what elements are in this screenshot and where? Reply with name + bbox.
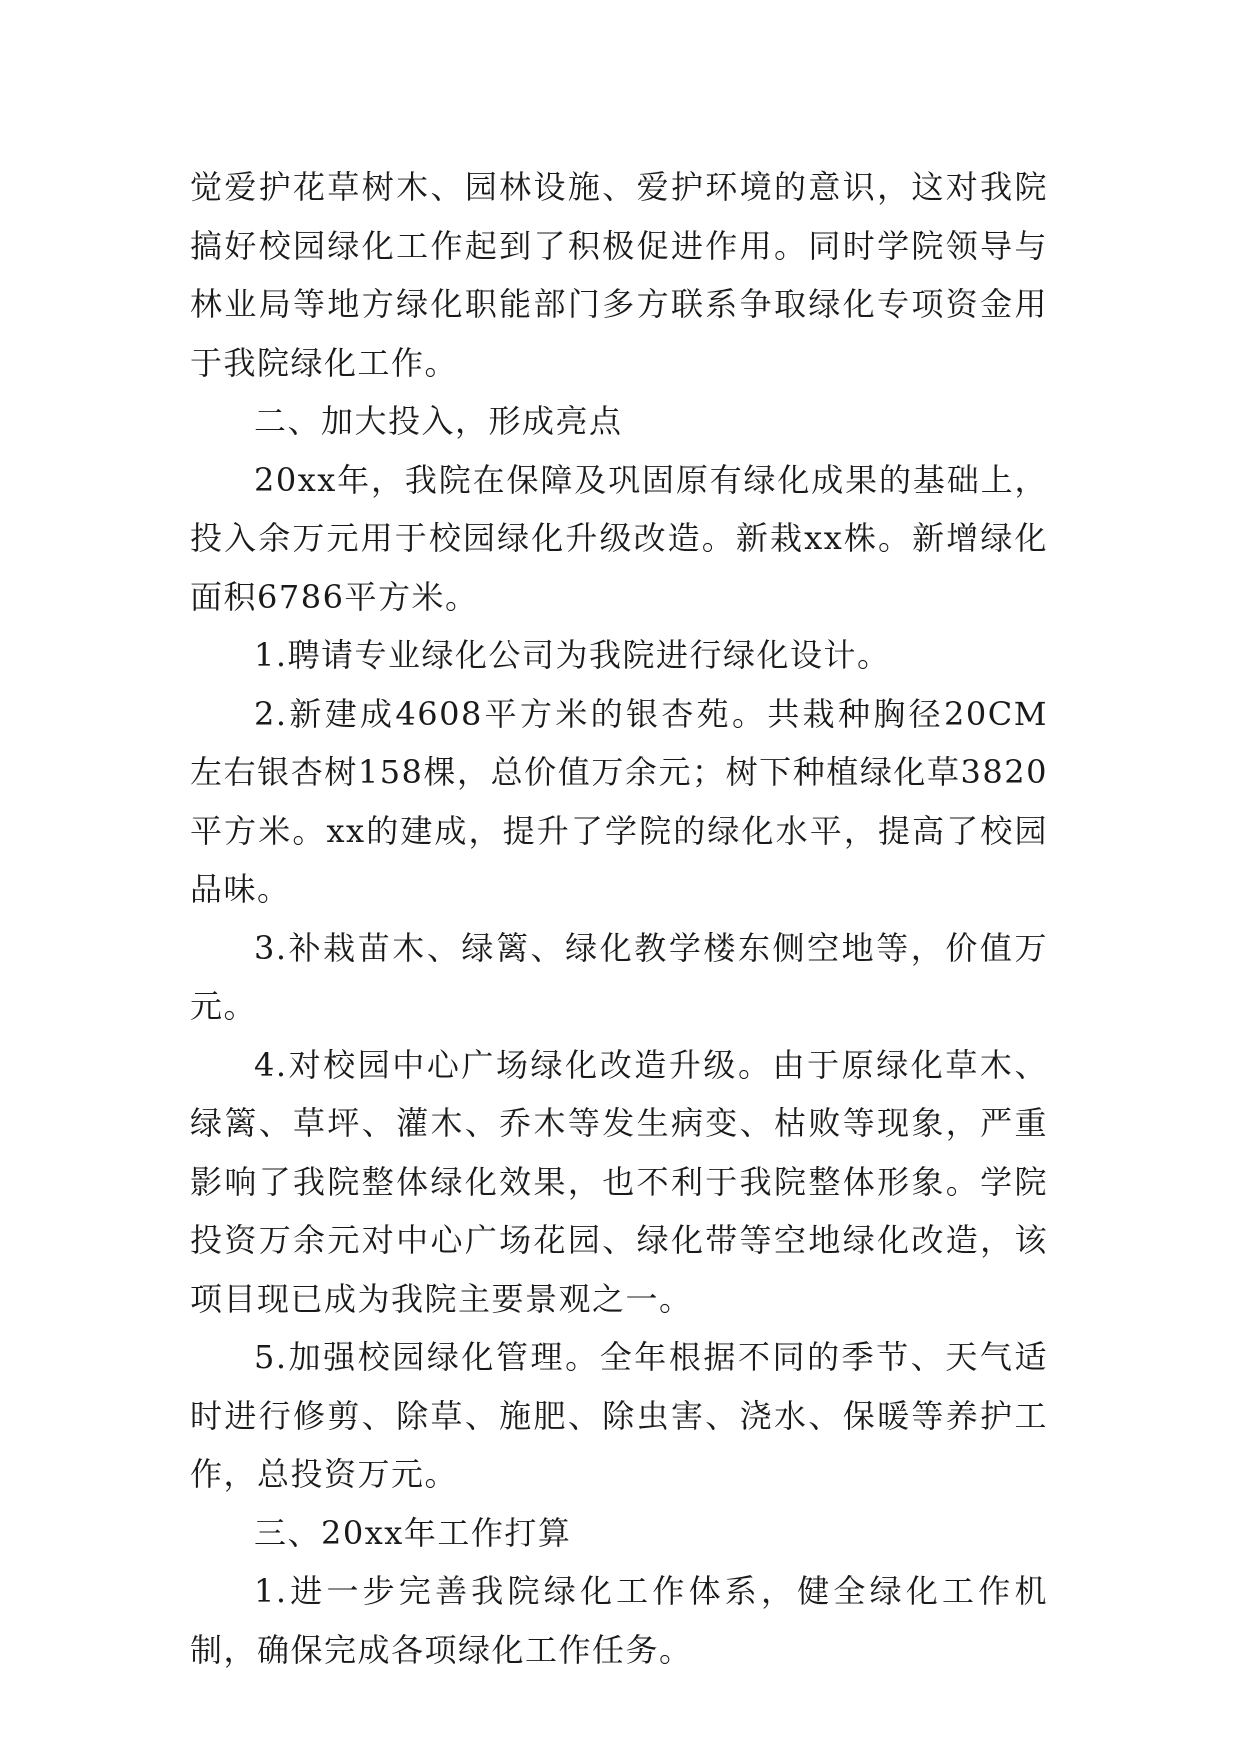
- list-item-5: 5.加强校园绿化管理。全年根据不同的季节、天气适时进行修剪、除草、施肥、除虫害、浇水、保暖等养护工作，总投资万元。: [190, 1338, 1048, 1493]
- document-body: [190, 158, 1048, 1679]
- section-heading-2: 二、加大投入，形成亮点: [254, 402, 623, 440]
- list-item-1: 1.聘请专业绿化公司为我院进行绿化设计。: [254, 636, 891, 674]
- list-item-2: 2.新建成4608平方米的银杏苑。共栽种胸径20CM左右银杏树158棵，总价值万余元；树下种植绿化草3820平方米。xx的建成，提升了学院的绿化水平，提高了校园品味。: [190, 694, 1048, 908]
- list-item-4: 4.对校园中心广场绿化改造升级。由于原绿化草木、绿篱、草坪、灌木、乔木等发生病变、枯败等现象，严重影响了我院整体绿化效果，也不利于我院整体形象。学院投资万余元对中心广场花园、绿化带等空地绿化改造，该项目现已成为我院主要景观之一。: [190, 1045, 1048, 1318]
- paragraph-continuation: 觉爱护花草树木、园林设施、爱护环境的意识，这对我院搞好校园绿化工作起到了积极促进作用。同时学院领导与林业局等地方绿化职能部门多方联系争取绿化专项资金用于我院绿化工作。: [190, 168, 1048, 382]
- list-item-3: 3.补栽苗木、绿篱、绿化教学楼东侧空地等，价值万元。: [190, 928, 1048, 1025]
- paragraph-investment-summary: 20xx年，我院在保障及巩固原有绿化成果的基础上，投入余万元用于校园绿化升级改造。新栽xx株。新增绿化面积6786平方米。: [190, 460, 1048, 616]
- plan-item-1: 1.进一步完善我院绿化工作体系，健全绿化工作机制，确保完成各项绿化工作任务。: [190, 1572, 1048, 1669]
- section-heading-3: 三、20xx年工作打算: [254, 1513, 572, 1552]
